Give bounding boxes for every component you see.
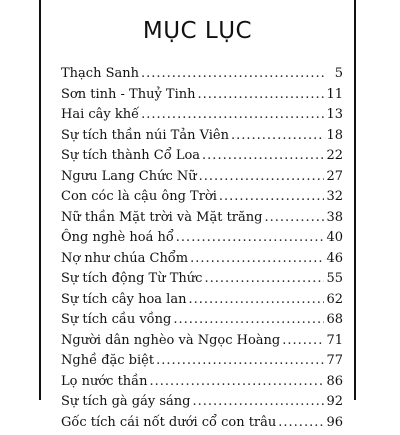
dot-leader [192, 394, 324, 409]
toc-entry[interactable] [61, 312, 343, 333]
dot-leader [188, 292, 324, 307]
toc-entry[interactable] [61, 271, 343, 292]
entry-page-number: 86 [326, 374, 343, 389]
entry-page-number: 46 [326, 251, 343, 266]
entry-title: Sơn tinh - Thuỷ Tinh [61, 87, 196, 102]
toc-entry[interactable] [61, 107, 343, 128]
page-title: MỤC LỤC [41, 18, 354, 44]
entry-page-number: 32 [326, 189, 343, 204]
dot-leader [199, 169, 325, 184]
toc-entry[interactable] [61, 394, 343, 415]
dot-leader [198, 87, 325, 102]
entry-title: Ngưu Lang Chức Nữ [61, 169, 197, 184]
entry-page-number: 11 [326, 87, 343, 102]
dot-leader [278, 415, 324, 430]
entry-page-number: 68 [326, 312, 343, 327]
entry-title: Ông nghè hoá hổ [61, 230, 174, 245]
toc-entry[interactable] [61, 333, 343, 354]
dot-leader [173, 312, 324, 327]
entry-title: Người dân nghèo và Ngọc Hoàng [61, 333, 280, 348]
toc-entry[interactable] [61, 230, 343, 251]
dot-leader [156, 353, 324, 368]
toc-entry[interactable] [61, 374, 343, 395]
entry-title: Nghề đặc biệt [61, 353, 154, 368]
entry-title: Sự tích thần núi Tản Viên [61, 128, 229, 143]
dot-leader [219, 189, 325, 204]
entry-title: Nữ thần Mặt trời và Mặt trăng [61, 210, 262, 225]
entry-title: Sự tích cây hoa lan [61, 292, 186, 307]
dot-leader [141, 66, 327, 81]
toc-entry[interactable] [61, 189, 343, 210]
page-frame [39, 0, 356, 400]
toc-entry[interactable] [61, 148, 343, 169]
entry-title: Nợ như chúa Chổm [61, 251, 188, 266]
entry-title: Sự tích cầu vồng [61, 312, 171, 327]
dot-leader [231, 128, 324, 143]
entry-page-number: 96 [326, 415, 343, 430]
dot-leader [141, 107, 324, 122]
dot-leader [264, 210, 324, 225]
toc-entry[interactable] [61, 210, 343, 231]
toc-entry[interactable] [61, 353, 343, 374]
entry-page-number: 62 [326, 292, 343, 307]
entry-title: Sự tích gà gáy sáng [61, 394, 190, 409]
entry-page-number: 92 [326, 394, 343, 409]
entry-page-number: 38 [326, 210, 343, 225]
entry-title: Sự tích thành Cổ Loa [61, 148, 200, 163]
toc-entry[interactable] [61, 87, 343, 108]
dot-leader [204, 271, 324, 286]
toc-entry[interactable] [61, 128, 343, 149]
entry-page-number: 71 [326, 333, 343, 348]
entry-title: Sự tích động Từ Thức [61, 271, 202, 286]
dot-leader [190, 251, 324, 266]
dot-leader [282, 333, 324, 348]
entry-page-number: 13 [326, 107, 343, 122]
toc-entry[interactable] [61, 415, 343, 435]
table-of-contents [61, 66, 343, 435]
entry-page-number: 77 [326, 353, 343, 368]
entry-page-number: 55 [326, 271, 343, 286]
entry-page-number: 22 [326, 148, 343, 163]
entry-title: Lọ nước thần [61, 374, 148, 389]
entry-title: Gốc tích cái nốt dưới cổ con trâu [61, 415, 276, 430]
toc-entry[interactable] [61, 292, 343, 313]
toc-entry[interactable] [61, 66, 343, 87]
toc-entry[interactable] [61, 251, 343, 272]
dot-leader [176, 230, 325, 245]
entry-page-number: 5 [329, 66, 343, 81]
entry-title: Hai cây khế [61, 107, 139, 122]
entry-page-number: 18 [326, 128, 343, 143]
entry-page-number: 40 [326, 230, 343, 245]
entry-title: Con cóc là cậu ông Trời [61, 189, 217, 204]
toc-entry[interactable] [61, 169, 343, 190]
entry-title: Thạch Sanh [61, 66, 139, 81]
dot-leader [150, 374, 325, 389]
dot-leader [202, 148, 324, 163]
entry-page-number: 27 [326, 169, 343, 184]
